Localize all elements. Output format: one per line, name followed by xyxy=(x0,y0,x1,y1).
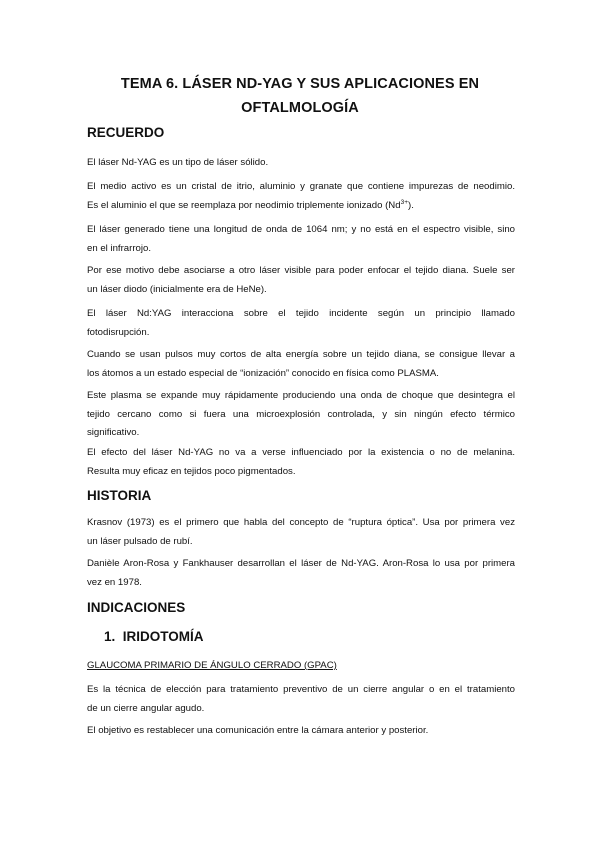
text-line: los átomos a un estado especial de “ionización” conocido en física como PLASMA. xyxy=(87,367,439,379)
paragraph-indicaciones-2 xyxy=(87,722,515,741)
text-line xyxy=(87,197,515,216)
title-line-2: OFTALMOLOGÍA xyxy=(241,100,359,116)
text-span: Es el aluminio el que se reemplaza por neodimio triplemente ionizado (Nd xyxy=(87,199,401,211)
heading-iridotomia: 1. IRIDOTOMÍA xyxy=(104,629,204,644)
text-line: un láser pulsado de rubí. xyxy=(87,535,193,547)
text-line: Por ese motivo debe asociarse a otro láser visible para poder enfocar el tejido diana. Suele ser xyxy=(87,265,515,276)
paragraph-recuerdo-6 xyxy=(87,346,515,383)
paragraph-indicaciones-1 xyxy=(87,681,515,718)
text-line: tejido cercano como si fuera una microexplosión controlada, y sin ningún efecto térmico xyxy=(87,408,515,420)
text-span: ). xyxy=(408,199,414,211)
text-line: El medio activo es un cristal de itrio, aluminio y granate que contiene impurezas de neodimio. xyxy=(87,181,515,192)
heading-recuerdo: RECUERDO xyxy=(87,125,165,140)
text-line: El láser generado tiene una longitud de onda de 1064 nm; y no está en el espectro visible, sino xyxy=(87,224,515,235)
text-line: Resulta muy eficaz en tejidos poco pigmentados. xyxy=(87,465,296,477)
paragraph-recuerdo-5 xyxy=(87,305,515,342)
text-line: de un cierre angular agudo. xyxy=(87,702,205,714)
paragraph-historia-2 xyxy=(87,555,515,592)
text-line: Es la técnica de elección para tratamiento preventivo de un cierre angular o en el tratamiento xyxy=(87,684,515,695)
text-line: El efecto del láser Nd-YAG no va a verse influenciado por la existencia o no de melanina. xyxy=(87,447,515,458)
paragraph-recuerdo-3 xyxy=(87,221,515,258)
paragraph-recuerdo-1 xyxy=(87,154,515,173)
text-line: El láser Nd-YAG es un tipo de láser sólido. xyxy=(87,157,269,168)
title-line-1: TEMA 6. LÁSER ND-YAG Y SUS APLICACIONES EN xyxy=(120,76,480,92)
document-title xyxy=(100,72,500,120)
text-line: El objetivo es restablecer una comunicación entre la cámara anterior y posterior. xyxy=(87,725,429,736)
paragraph-recuerdo-4 xyxy=(87,262,515,299)
text-line: un láser diodo (inicialmente era de HeNe). xyxy=(87,283,267,295)
text-line: fotodisrupción. xyxy=(87,326,150,338)
heading-historia: HISTORIA xyxy=(87,488,152,503)
superscript: 3+ xyxy=(400,198,408,206)
text-line: en el infrarrojo. xyxy=(87,242,151,254)
paragraph-historia-1 xyxy=(87,514,515,551)
paragraph-recuerdo-8 xyxy=(87,444,515,481)
text-line: Cuando se usan pulsos muy cortos de alta energía sobre un tejido diana, se consigue llevar a xyxy=(87,349,515,360)
text-line: Este plasma se expande muy rápidamente produciendo una onda de choque que desintegra el xyxy=(87,390,515,401)
paragraph-recuerdo-2 xyxy=(87,178,515,215)
text-line: vez en 1978. xyxy=(87,576,142,588)
underlined-subheading-gpac: GLAUCOMA PRIMARIO DE ÁNGULO CERRADO (GPAC) xyxy=(87,660,337,671)
text-line: significativo. xyxy=(87,427,140,438)
heading-indicaciones: INDICACIONES xyxy=(87,600,186,615)
text-line: El láser Nd:YAG interacciona sobre el tejido incidente según un principio llamado xyxy=(87,308,515,319)
paragraph-recuerdo-7 xyxy=(87,387,515,443)
text-line: Krasnov (1973) es el primero que habla del concepto de “ruptura óptica”. Usa por primera vez xyxy=(87,517,515,528)
text-line: Danièle Aron-Rosa y Fankhauser desarrollan el láser de Nd-YAG. Aron-Rosa lo usa por primera xyxy=(87,558,515,569)
